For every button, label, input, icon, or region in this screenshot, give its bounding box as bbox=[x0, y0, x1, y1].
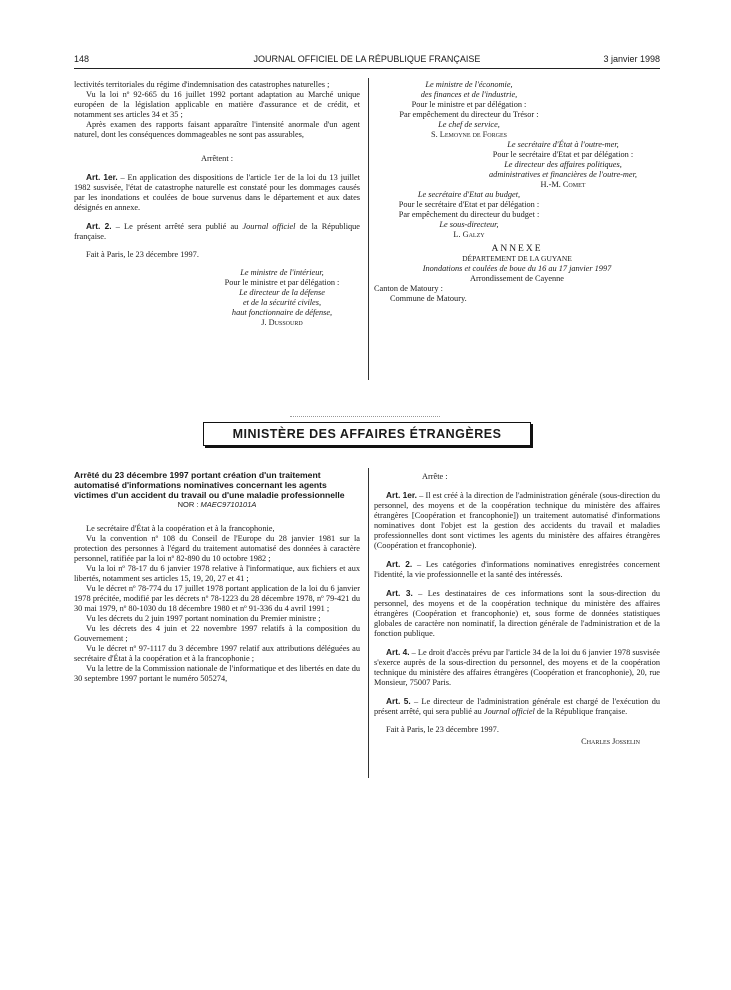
signatory-title: Le secrétaire d'Etat au budget, bbox=[417, 190, 521, 199]
article-text: de la République française. bbox=[534, 707, 628, 716]
article-text: – Les destinataires de ces informations sont la sous-direction du personnel, des moyens et de la coopération technique du ministère des affaires étrangères (Coopération et francophonie) et, sous forme de données statistiques globales de caractère non nominatif, la direction générale de l'administration et de la fonction publique. bbox=[374, 589, 660, 638]
decree2-left-column bbox=[74, 470, 360, 684]
signatory-name: H.-M. Comet bbox=[540, 180, 586, 189]
article-2 bbox=[374, 559, 660, 580]
journal-reference: Journal officiel bbox=[242, 222, 296, 231]
article-text: – Le directeur de l'administration générale est chargé de l'exécution du présent arrêté, qui sera publié au bbox=[374, 697, 660, 716]
article-label: Art. 4. bbox=[386, 647, 410, 657]
decree-title: Arrêté du 23 décembre 1997 portant création d'un traitement automatisé d'informations nominatives concernant les agents victimes d'un accident du travail ou d'une maladie professionnelle bbox=[74, 470, 345, 500]
nor-reference bbox=[74, 500, 360, 510]
article-label: Art. 5. bbox=[386, 696, 411, 706]
signatory-title: des finances et de l'industrie, bbox=[420, 90, 518, 99]
done-at: Fait à Paris, le 23 décembre 1997. bbox=[386, 725, 499, 734]
signatory-line: et de la sécurité civiles, bbox=[242, 298, 322, 307]
annex-commune: Commune de Matoury. bbox=[390, 294, 467, 303]
decree1-left-column bbox=[74, 80, 360, 328]
column-divider bbox=[368, 468, 369, 778]
paragraph: Vu la lettre de la Commission nationale de l'informatique et des libertés en date du 30 septembre 1997 portant le numéro 505274, bbox=[74, 664, 360, 683]
article-1 bbox=[74, 172, 360, 213]
article-5 bbox=[374, 696, 660, 717]
signatory-name: S. Lemoyne de Forges bbox=[431, 130, 507, 139]
signatory-line: Par empêchement du directeur du Trésor : bbox=[399, 110, 539, 119]
ministry-banner: MINISTÈRE DES AFFAIRES ÉTRANGÈRES bbox=[203, 422, 531, 446]
signature-budget bbox=[374, 190, 564, 240]
column-divider bbox=[368, 78, 369, 380]
paragraph: Vu le décret nº 97-1117 du 3 décembre 1997 relatif aux attributions déléguées au secrétaire d'État à la coopération et à la francophonie ; bbox=[74, 644, 360, 663]
signatory-line: Le sous-directeur, bbox=[439, 220, 499, 229]
article-label: Art. 2. bbox=[86, 221, 112, 231]
signatory-line: Le chef de service, bbox=[438, 120, 500, 129]
paragraph: Vu la loi nº 92-665 du 16 juillet 1992 portant adaptation au Marché unique européen de la législation applicable en matière d'assurance et de crédit, et notamment ses articles 34 et 35 ; bbox=[74, 90, 360, 119]
signature-overseas bbox=[374, 140, 660, 190]
article-label: Art. 1er. bbox=[386, 490, 417, 500]
article-text: – Le présent arrêté sera publié au bbox=[111, 222, 243, 231]
nor-label: NOR : bbox=[177, 500, 201, 509]
paragraph: Le secrétaire d'État à la coopération et à la francophonie, bbox=[86, 524, 275, 533]
article-label: Art. 2. bbox=[386, 559, 413, 569]
signatory-line: Pour le ministre et par délégation : bbox=[224, 278, 340, 287]
arrete-heading: Arrête : bbox=[422, 472, 448, 481]
paragraph: Après examen des rapports faisant apparaître l'intensité anormale d'un agent naturel, dont les conséquences dommageables ne sont pas assurables, bbox=[74, 120, 360, 139]
signatory-line: Le directeur de la défense bbox=[239, 288, 325, 297]
article-text: de la République française. bbox=[74, 222, 360, 241]
paragraph: Vu les décrets des 4 juin et 22 novembre 1997 relatifs à la composition du Gouvernement ; bbox=[74, 624, 360, 643]
paragraph: Vu le décret nº 78-774 du 17 juillet 1978 portant application de la loi du 6 janvier 1978 précitée, modifié par les décrets nº 78-1223 du 28 décembre 1978, nº 79-421 du 30 mai 1979, nº 80-1030 du 18 décembre 1980 et nº 91-336 du 4 avril 1991 ; bbox=[74, 584, 360, 613]
header-rule bbox=[74, 68, 660, 69]
signature-interior bbox=[74, 268, 360, 328]
article-1 bbox=[374, 490, 660, 551]
article-text: – Le droit d'accès prévu par l'article 34 de la loi du 6 janvier 1978 susvisée s'exerce auprès de la sous-direction du personnel, des moyens et de la coopération technique du ministère des affaires étrangères (Coopération et francophonie), 20, rue Monsieur, 75007 Paris. bbox=[374, 648, 660, 687]
journal-title: JOURNAL OFFICIEL DE LA RÉPUBLIQUE FRANÇAISE bbox=[253, 54, 481, 64]
signatory-name: J. Dussourd bbox=[261, 318, 303, 327]
signatory-title: Le ministre de l'économie, bbox=[425, 80, 513, 89]
article-label: Art. 3. bbox=[386, 588, 413, 598]
paragraph: Vu la convention nº 108 du Conseil de l'Europe du 28 janvier 1981 sur la protection des personnes à l'égard du traitement automatisé des données à caractère personnel, ratifiée par la loi nº 82-890 du 10 octobre 1982 ; bbox=[74, 534, 360, 563]
signatory-line: administratives et financières de l'outre-mer, bbox=[489, 170, 637, 179]
annex bbox=[374, 244, 660, 304]
signatory-name: L. Galzy bbox=[453, 230, 485, 239]
signatory-line: Pour le ministre et par délégation : bbox=[411, 100, 527, 109]
annex-title: ANNEXE bbox=[491, 244, 543, 254]
paragraph: lectivités territoriales du régime d'indemnisation des catastrophes naturelles ; bbox=[74, 80, 330, 89]
article-text: – En application des dispositions de l'article 1er de la loi du 13 juillet 1982 susvisée, l'état de catastrophe naturelle est constaté pour les dommages causés par les inondations et coulées de boue survenus dans le département et aux dates désignés en annexe. bbox=[74, 173, 360, 212]
annex-subtitle: Inondations et coulées de boue du 16 au 17 janvier 1997 bbox=[422, 264, 612, 273]
signatory-line: Par empêchement du directeur du budget : bbox=[398, 210, 540, 219]
signatory-line: Le directeur des affaires politiques, bbox=[504, 160, 622, 169]
annex-department: DÉPARTEMENT DE LA GUYANE bbox=[462, 254, 572, 263]
decree1-right-column bbox=[374, 80, 660, 304]
decree2-right-column bbox=[374, 472, 660, 747]
article-text: – Il est créé à la direction de l'administration générale (sous-direction du personnel, des moyens et de la coopération technique du ministère des affaires étrangères [Coopération et francophonie]) un traitement automatisé d'informations nominatives dont l'objet est la gestion des accidents du travail et maladies professionnelles dont sont victimes les agents du ministère des affaires étrangères (Coopération et francophonie). bbox=[374, 491, 660, 550]
banner-ornament bbox=[290, 416, 440, 417]
journal-reference: Journal officiel bbox=[483, 707, 535, 716]
signatory-title: Le secrétaire d'État à l'outre-mer, bbox=[507, 140, 619, 149]
signatory-line: Pour le secrétaire d'Etat et par délégation : bbox=[398, 200, 540, 209]
issue-date: 3 janvier 1998 bbox=[603, 54, 660, 64]
article-4 bbox=[374, 647, 660, 688]
signature-economy bbox=[374, 80, 564, 140]
article-3 bbox=[374, 588, 660, 639]
signatory-name: Charles Josselin bbox=[581, 737, 640, 746]
article-2 bbox=[74, 221, 360, 242]
signatory-line: Pour le secrétaire d'Etat et par délégation : bbox=[492, 150, 634, 159]
article-label: Art. 1er. bbox=[86, 172, 118, 182]
done-at: Fait à Paris, le 23 décembre 1997. bbox=[86, 250, 199, 259]
paragraph: Vu la loi nº 78-17 du 6 janvier 1978 relative à l'informatique, aux fichiers et aux libertés, notamment ses articles 15, 19, 20, 27 et 41 ; bbox=[74, 564, 360, 583]
arrete-heading: Arrêtent : bbox=[200, 154, 234, 163]
signatory-line: haut fonctionnaire de défense, bbox=[231, 308, 333, 317]
annex-canton: Canton de Matoury : bbox=[374, 284, 443, 293]
page-number: 148 bbox=[74, 54, 90, 64]
nor-code: MAEC9710101A bbox=[200, 500, 257, 509]
paragraph: Vu les décrets du 2 juin 1997 portant nomination du Premier ministre ; bbox=[86, 614, 321, 623]
annex-arrondissement: Arrondissement de Cayenne bbox=[469, 274, 564, 283]
article-text: – Les catégories d'informations nominatives enregistrées concernent l'identité, la vie professionnelle et la santé des intéressés. bbox=[374, 560, 661, 579]
signatory-title: Le ministre de l'intérieur, bbox=[240, 268, 324, 277]
